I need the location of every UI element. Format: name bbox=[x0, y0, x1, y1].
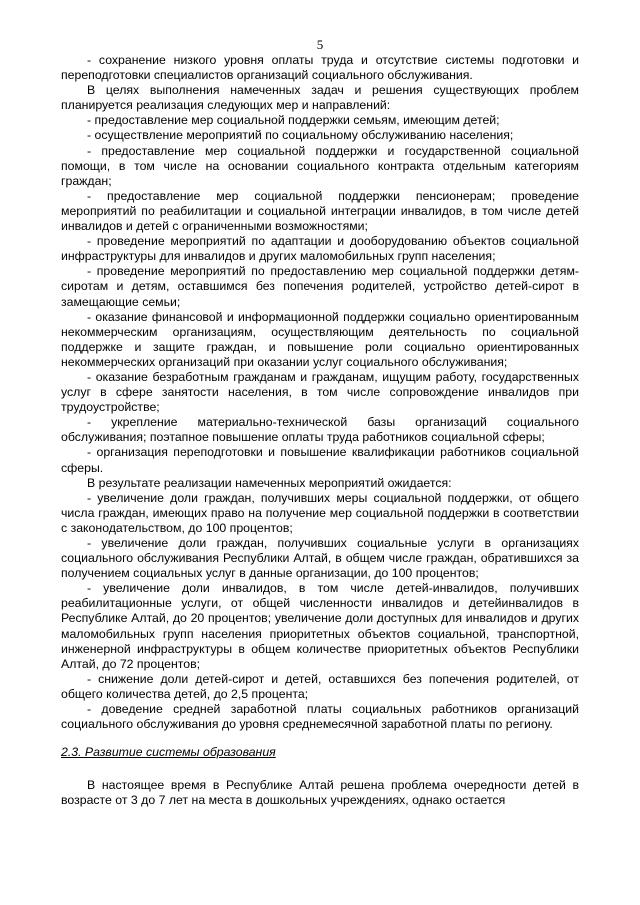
paragraph: - проведение мероприятий по адаптации и дооборудованию объектов социальной инфраструктуры для инвалидов и других маломобильных групп населения; bbox=[61, 234, 579, 264]
paragraph: - сохранение низкого уровня оплаты труда и отсутствие системы подготовки и переподготовки специалистов организаций социального обслуживания. bbox=[61, 53, 579, 83]
paragraph: - доведение средней заработной платы социальных работников организаций социального обслуживания до уровня среднемесячной заработной платы по региону. bbox=[61, 702, 579, 732]
paragraph: В целях выполнения намеченных задач и решения существующих проблем планируется реализация следующих мер и направлений: bbox=[61, 83, 579, 113]
paragraph: - увеличение доли граждан, получивших социальные услуги в организациях социального обслуживания Республики Алтай, в общем числе граждан, обратившихся за получением социальных услуг в данные организации, до 100 процентов; bbox=[61, 536, 579, 581]
page-body bbox=[61, 53, 579, 809]
paragraph: - предоставление мер социальной поддержки и государственной социальной помощи, в том числе на основании социального контракта отдельным категориям граждан; bbox=[61, 143, 579, 188]
page-number: 5 bbox=[316, 37, 324, 52]
paragraph: - оказание финансовой и информационной поддержки социально ориентированным некоммерческим организациям, осуществляющим деятельность по социальной поддержке и защите граждан, и повышение роли социально ориентированных некоммерческих организаций при оказании услуг социального обслуживания; bbox=[61, 309, 579, 369]
paragraph: - снижение доли детей-сирот и детей, оставшихся без попечения родителей, от общего количества детей, до 2,5 процента; bbox=[61, 671, 579, 701]
paragraph: - осуществление мероприятий по социальному обслуживанию населения; bbox=[87, 128, 514, 143]
paragraph: - укрепление материально-технической базы организаций социального обслуживания; поэтапное повышение оплаты труда работников социальной сферы; bbox=[61, 415, 579, 445]
paragraph: - оказание безработным гражданам и гражданам, ищущим работу, государственных услуг в сфере занятости населения, в том числе сопровождение инвалидов при трудоустройстве; bbox=[61, 369, 579, 415]
paragraph: - предоставление мер социальной поддержки семьям, имеющим детей; bbox=[87, 113, 500, 128]
paragraph: - организация переподготовки и повышение квалификации работников социальной сферы. bbox=[61, 445, 579, 475]
paragraph: - проведение мероприятий по предоставлению мер социальной поддержки детям-сиротам и детям, оставшимся без попечения родителей, устройство детей-сирот в замещающие семьи; bbox=[61, 264, 579, 309]
paragraph: - увеличение доли инвалидов, в том числе детей-инвалидов, получивших реабилитационные услуги, от общей численности инвалидов и детейинвалидов в Республике Алтай, до 20 процентов; увеличение доли доступных для инвалидов и других маломобильных групп населения приоритетных объектов социальной, транспортной, инженерной инфраструктуры в общем количестве приоритетных объектов Республики Алтай, до 72 процентов; bbox=[61, 581, 579, 671]
paragraph: - предоставление мер социальной поддержки пенсионерам; проведение мероприятий по реабилитации и социальной интеграции инвалидов, в том числе детей инвалидов и детей с ограниченными возможностями; bbox=[61, 188, 579, 234]
section-heading: 2.3. Развитие системы образования bbox=[61, 745, 276, 760]
paragraph: В настоящее время в Республике Алтай решена проблема очередности детей в возрасте от 3 до 7 лет на места в дошкольных учреждениях, однако остается bbox=[61, 778, 579, 808]
paragraph: В результате реализации намеченных мероприятий ожидается: bbox=[87, 475, 452, 490]
paragraph: - увеличение доли граждан, получивших меры социальной поддержки, от общего числа граждан, имеющих право на получение мер социальной поддержки в соответствии с законодательством, до 100 процентов; bbox=[61, 490, 579, 535]
